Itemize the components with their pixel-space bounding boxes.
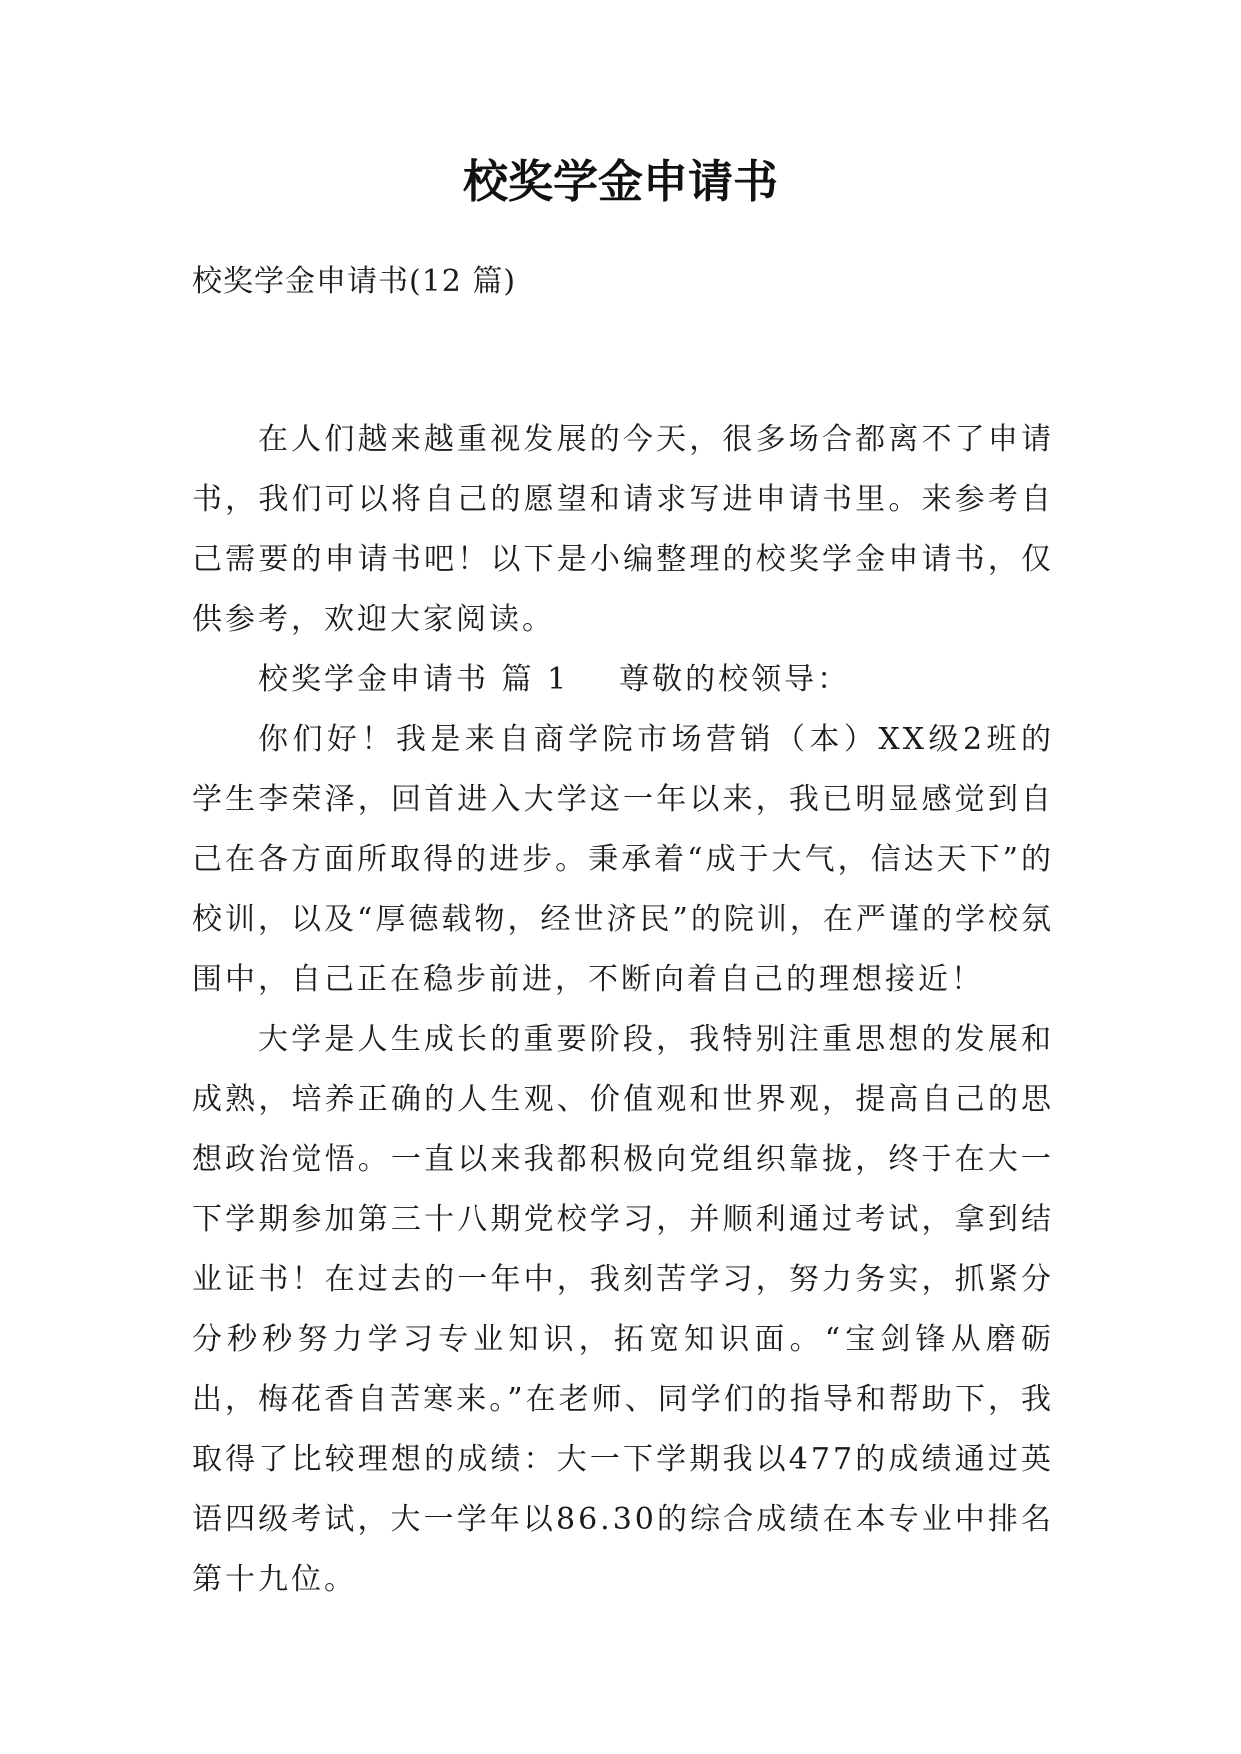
document-title: 校奖学金申请书 <box>462 155 778 208</box>
salutation: 尊敬的校领导： <box>619 662 851 697</box>
section-heading-line <box>192 650 1054 710</box>
body-paragraph: 大学是人生成长的重要阶段，我特别注重思想的发展和成熟，培养正确的人生观、价值观和世界观，提高自己的思想政治觉悟。一直以来我都积极向党组织靠拢，终于在大一下学期参加第三十八期党校学习，并顺利通过考试，拿到结业证书！在过去的一年中，我刻苦学习，努力务实，抓紧分分秒秒努力学习专业知识，拓宽知识面。“宝剑锋从磨砺出，梅花香自苦寒来。”在老师、同学们的指导和帮助下，我取得了比较理想的成绩：大一下学期我以477的成绩通过英语四级考试，大一学年以86.30的综合成绩在本专业中排名第十九位。 <box>192 1022 1054 1597</box>
document-subtitle: 校奖学金申请书(12 篇) <box>192 264 517 299</box>
section-heading: 校奖学金申请书 篇 1 <box>258 662 570 697</box>
body-paragraph: 你们好！我是来自商学院市场营销（本）XX级2班的学生李荣泽，回首进入大学这一年以来，我已明显感觉到自己在各方面所取得的进步。秉承着“成于大气，信达天下”的校训，以及“厚德载物，经世济民”的院训，在严谨的学校氛围中，自己正在稳步前进，不断向着自己的理想接近！ <box>192 722 1054 997</box>
intro-paragraph: 在人们越来越重视发展的今天，很多场合都离不了申请书，我们可以将自己的愿望和请求写进申请书里。来参考自己需要的申请书吧！以下是小编整理的校奖学金申请书，仅供参考，欢迎大家阅读。 <box>192 422 1054 637</box>
document-body <box>192 410 1054 1610</box>
